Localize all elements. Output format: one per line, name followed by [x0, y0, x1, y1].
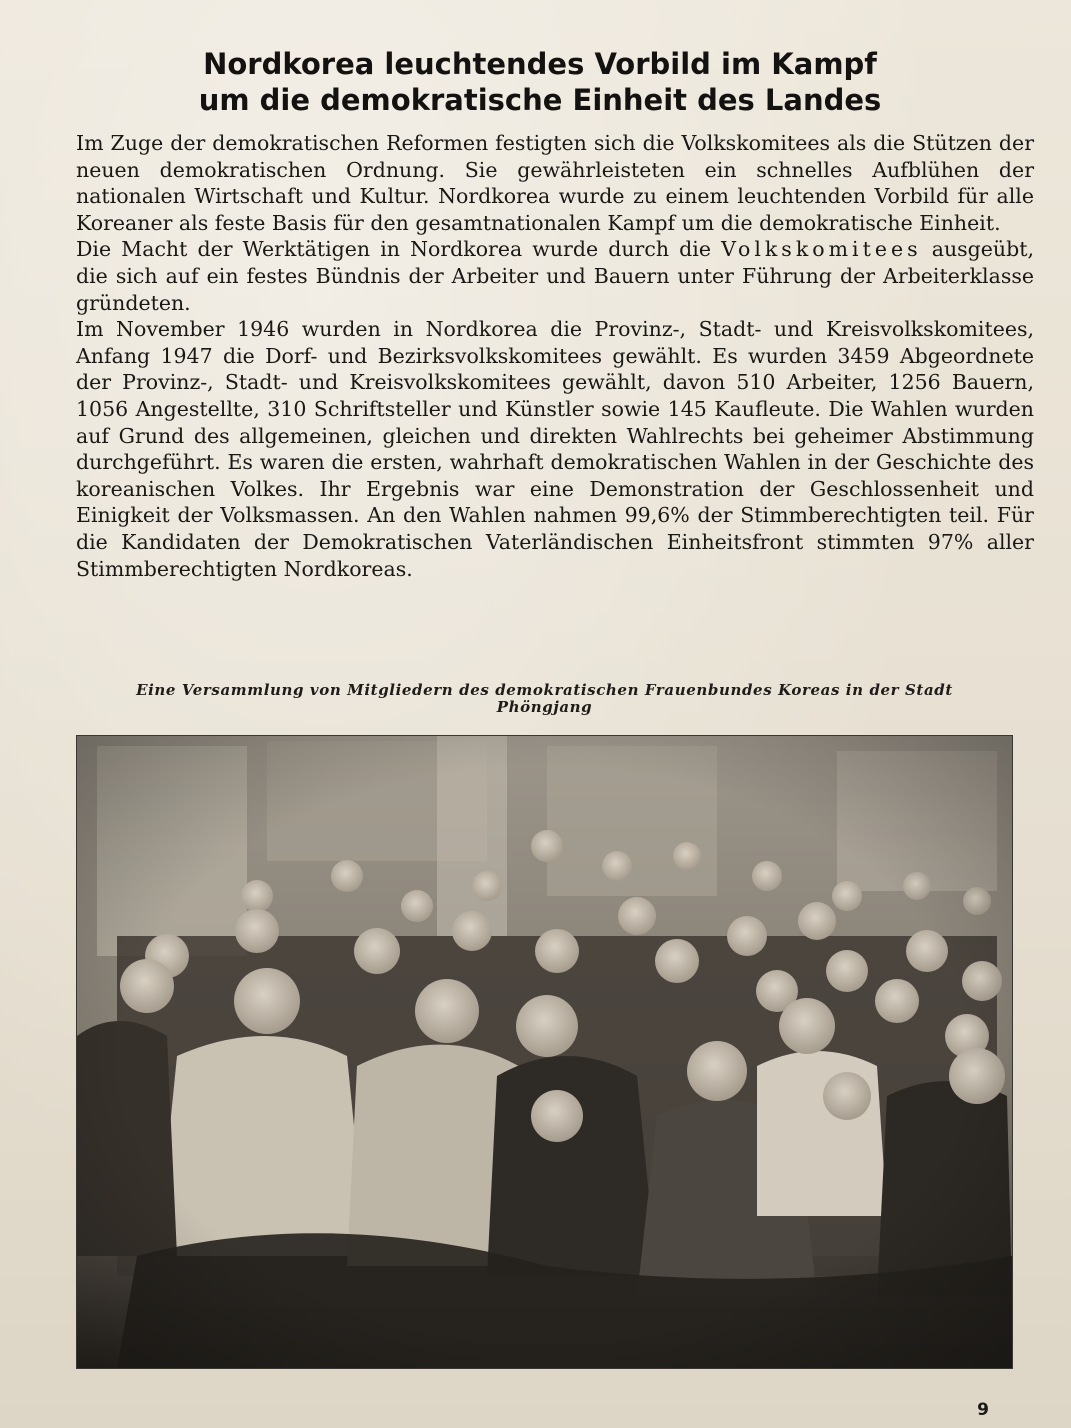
paragraph-1: Im Zuge der demokratischen Reformen festigten sich die Volkskomitees als die Stützen der neuen demokratischen Ordnung. Sie gewährleisteten ein schnelles Aufblühen der nationalen Wirtschaft und Kultur. Nordkorea wurde zu einem leuchtenden Vorbild für alle Koreaner als feste Basis für den gesamtnationalen Kampf um die demokratische Einheit. [76, 131, 1034, 235]
assembly-photo-illustration [77, 736, 1012, 1368]
photo-vignette [77, 736, 1012, 1368]
caption-line-2: Phöngjang [496, 698, 593, 716]
paragraph-2-end: ausgeübt, die sich auf ein festes Bündnis der Arbeiter und Bauern unter Führung der Arbeiterklasse gründeten. [76, 237, 1034, 315]
photo-caption [72, 682, 1017, 716]
caption-line-1: Eine Versammlung von Mitgliedern des demokratischen Frauenbundes Koreas in der Stadt [136, 681, 953, 699]
paragraph-3: Im November 1946 wurden in Nordkorea die Provinz-, Stadt- und Kreisvolkskomitees, Anfang 1947 die Dorf- und Bezirksvolkskomitees gewählt. Es wurden 3459 Abgeordnete der Provinz-, Stadt- und Kreisvolkskomitees gewählt, davon 510 Arbeiter, 1256 Bauern, 1056 Angestellte, 310 Schriftsteller und Künstler sowie 145 Kaufleute. Die Wahlen wurden auf Grund des allgemeinen, gleichen und direkten Wahlrechts bei geheimer Abstimmung durchgeführt. Es waren die ersten, wahrhaft demokratischen Wahlen in der Geschichte des koreanischen Volkes. Ihr Ergebnis war eine Demonstration der Geschlossenheit und Einigkeit der Volksmassen. An den Wahlen nahmen 99,6% der Stimmberechtigten teil. Für die Kandidaten der Demokratischen Vaterländischen Einheitsfront stimmten 97% aller Stimmberechtigten Nordkoreas. [76, 317, 1034, 581]
paragraph-2 [76, 236, 1034, 316]
title-line-1: Nordkorea leuchtendes Vorbild im Kampf [203, 47, 877, 81]
title-line-2: um die demokratische Einheit des Landes [198, 83, 882, 117]
paragraph-2-emphasis: Volkskomitees [721, 237, 922, 262]
paragraph-2-start: Die Macht der Werktätigen in Nordkorea wurde durch die [76, 237, 722, 262]
assembly-photo [76, 735, 1013, 1369]
article-title [130, 46, 950, 118]
article-body [76, 130, 1034, 582]
page-number: 9 [977, 1400, 989, 1420]
